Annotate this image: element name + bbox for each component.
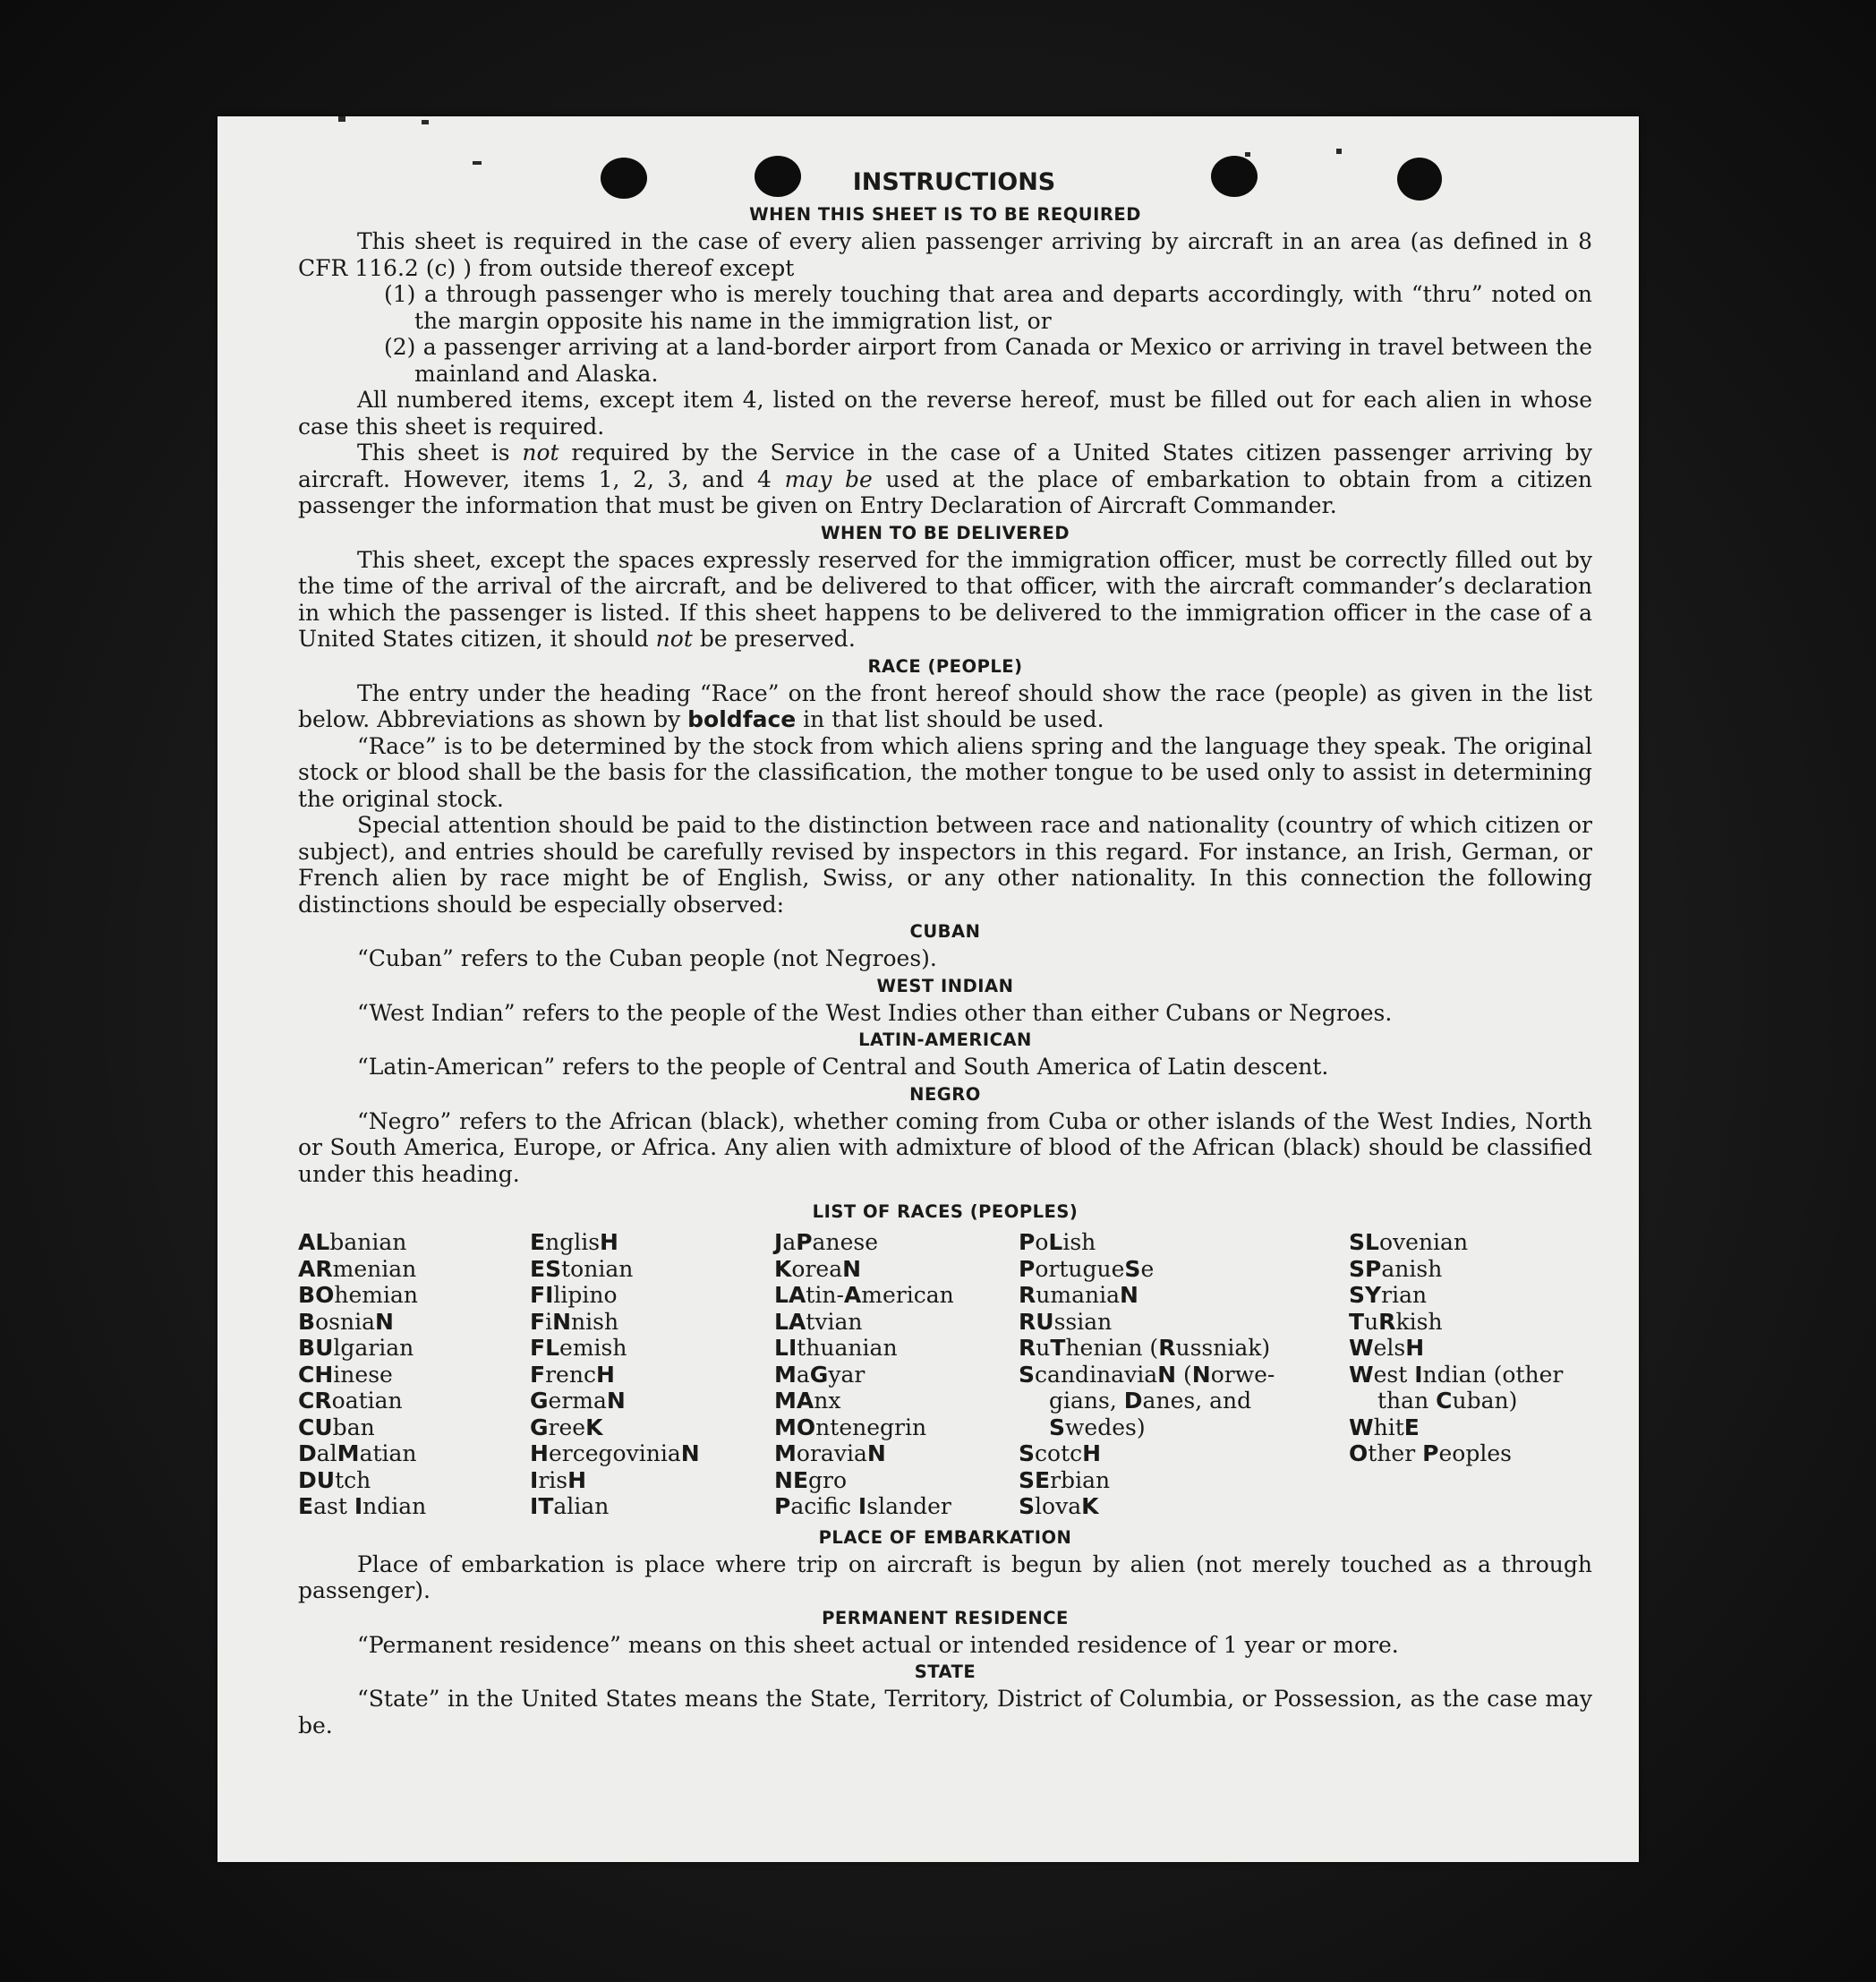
paragraph: “Race” is to be determined by the stock from which aliens spring and the language they speak. The original stock or blood shall be the basis for the classification, the mother tongue to be used only to assist in determining the original stock. bbox=[298, 732, 1592, 812]
race-entry: MAnx bbox=[774, 1388, 841, 1414]
list-item: (1) a through passenger who is merely touching that area and departs accordingly, with “thru” noted on the margin opposite his name in the immigration list, or bbox=[384, 281, 1592, 334]
paragraph: “State” in the United States means the State, Territory, District of Columbia, or Possession, as the case may be. bbox=[298, 1686, 1592, 1739]
race-entry: NEgro bbox=[774, 1466, 848, 1493]
race-entry: MoraviaN bbox=[774, 1440, 886, 1466]
paragraph: The entry under the heading “Race” on the front hereof should show the race (people) as given in the list below. Abbreviations as shown by boldface in that list should be used. bbox=[298, 679, 1592, 732]
race-entry: JaPanese bbox=[774, 1229, 878, 1255]
paper-mark bbox=[338, 116, 345, 122]
paragraph: “Negro” refers to the African (black), whether coming from Cuba or other islands of the West Indies, North or South America, Europe, or Africa. Any alien with admixture of blood of the African (black) should be classified under this heading. bbox=[298, 1107, 1592, 1187]
section-heading: WHEN THIS SHEET IS TO BE REQUIRED bbox=[749, 204, 1141, 225]
paragraph: Place of embarkation is place where trip on aircraft is begun by alien (not merely touched as a through passenger). bbox=[298, 1551, 1592, 1603]
race-entry: LAtin-American bbox=[774, 1282, 954, 1308]
instruction-sheet bbox=[217, 116, 1639, 1862]
race-entry: Swedes) bbox=[1049, 1414, 1146, 1440]
section-heading: STATE bbox=[914, 1662, 976, 1682]
page-title: INSTRUCTIONS bbox=[852, 168, 1056, 196]
race-entry: CHinese bbox=[298, 1361, 393, 1388]
race-entry: ScotcH bbox=[1019, 1440, 1102, 1466]
paragraph: “Latin-American” refers to the people of Central and South America of Latin descent. bbox=[357, 1054, 1329, 1080]
section-heading: PLACE OF EMBARKATION bbox=[818, 1526, 1072, 1548]
paragraph: This sheet, except the spaces expressly reserved for the immigration officer, must be correctly filled out by the time of the arrival of the aircraft, and be delivered to that officer, with the aircraft commander’s declaration in which the passenger is listed. If this sheet happens to be delivered to the immigration officer in the case of a United States citizen, it should not be preserved. bbox=[298, 546, 1592, 652]
race-entry: KoreaN bbox=[774, 1255, 862, 1282]
paragraph: All numbered items, except item 4, listed on the reverse hereof, must be filled out for each alien in whose case this sheet is required. bbox=[298, 387, 1592, 440]
race-entry: WelsH bbox=[1349, 1335, 1425, 1361]
race-entry: Pacifc Islander bbox=[774, 1493, 951, 1519]
race-entry: EnglisH bbox=[530, 1229, 618, 1255]
race-entry: HercegoviniaN bbox=[530, 1440, 700, 1466]
race-column bbox=[1349, 1229, 1592, 1520]
race-entry: SLovenian bbox=[1349, 1229, 1469, 1255]
race-entry: PoLish bbox=[1019, 1229, 1096, 1255]
paper-mark bbox=[1336, 149, 1342, 154]
race-entry: WhitE bbox=[1349, 1414, 1420, 1440]
race-column bbox=[774, 1229, 1019, 1520]
race-entry: than Cuban) bbox=[1377, 1388, 1518, 1414]
race-entry: IrisH bbox=[530, 1466, 587, 1493]
paragraph: “Cuban” refers to the Cuban people (not Negroes). bbox=[357, 945, 937, 971]
race-list bbox=[298, 1229, 1592, 1520]
race-entry: BUlgarian bbox=[298, 1335, 414, 1361]
race-entry: CUban bbox=[298, 1414, 375, 1440]
race-entry: gians, Danes, and bbox=[1049, 1388, 1252, 1414]
paragraph: “West Indian” refers to the people of the West Indies other than either Cubans or Negroes. bbox=[357, 999, 1393, 1026]
race-entry: PortugueSe bbox=[1019, 1255, 1155, 1282]
section-heading: LATIN-AMERICAN bbox=[858, 1029, 1032, 1050]
list-item: (2) a passenger arriving at a land-border airport from Canada or Mexico or arriving in travel between the mainland and Alaska. bbox=[384, 334, 1592, 387]
race-entry: RumaniaN bbox=[1019, 1282, 1138, 1308]
race-entry: ScandinaviaN (Norwe- bbox=[1019, 1361, 1275, 1388]
race-entry: FIlipino bbox=[530, 1282, 618, 1308]
section-heading: RACE (PEOPLE) bbox=[867, 655, 1023, 677]
race-entry: TuRkish bbox=[1349, 1308, 1443, 1335]
race-entry: Other Peoples bbox=[1349, 1440, 1512, 1466]
paragraph: Special attention should be paid to the distinction between race and nationality (country of which citizen or subject), and entries should be carefully revised by inspectors in this regard. For instance, an Irish, German, or French alien by race might be of English, Swiss, or any other nationality. In this connection the following distinctions should be especially observed: bbox=[298, 812, 1592, 918]
race-column bbox=[298, 1229, 530, 1520]
race-column bbox=[530, 1229, 774, 1520]
section-heading: WEST INDIAN bbox=[876, 975, 1014, 996]
section-heading: LIST OF RACES (PEOPLES) bbox=[812, 1201, 1079, 1222]
section-heading: PERMANENT RESIDENCE bbox=[822, 1607, 1069, 1628]
race-entry: FLemish bbox=[530, 1335, 627, 1361]
paragraph: This sheet is required in the case of every alien passenger arriving by aircraft in an area (as defined in 8 CFR 116.2 (c) ) from outside thereof except bbox=[298, 228, 1592, 281]
race-entry: ITalian bbox=[530, 1493, 610, 1519]
race-entry: ARmenian bbox=[298, 1255, 417, 1282]
race-entry: MOntenegrin bbox=[774, 1414, 927, 1440]
race-entry: GreeK bbox=[530, 1414, 603, 1440]
race-entry: RuThenian (Russniak) bbox=[1019, 1335, 1271, 1361]
section-heading: NEGRO bbox=[909, 1083, 981, 1105]
race-entry: SlovaK bbox=[1019, 1493, 1099, 1519]
race-entry: SErbian bbox=[1019, 1466, 1111, 1493]
paper-mark bbox=[422, 120, 429, 124]
section-heading: WHEN TO BE DELIVERED bbox=[820, 522, 1070, 543]
paragraph: This sheet is not required by the Service in the case of a United States citizen passenger arriving by aircraft. However, items 1, 2, 3, and 4 may be used at the place of embarkation to obtain from a citizen passenger the information that must be given on Entry Declaration of Aircraft Commander. bbox=[298, 440, 1593, 518]
instructions-body bbox=[298, 165, 1592, 1739]
race-column bbox=[1019, 1229, 1349, 1520]
race-entry: ALbanian bbox=[298, 1229, 407, 1255]
race-entry: West Indian (other bbox=[1349, 1361, 1564, 1388]
race-entry: SYrian bbox=[1349, 1282, 1428, 1308]
race-entry: GermaN bbox=[530, 1388, 626, 1414]
race-entry: DalMatian bbox=[298, 1440, 417, 1466]
paragraph: “Permanent residence” means on this sheet actual or intended residence of 1 year or more. bbox=[357, 1631, 1399, 1658]
race-entry: FiNnish bbox=[530, 1308, 619, 1335]
race-entry: CRoatian bbox=[298, 1388, 403, 1414]
race-entry: EStonian bbox=[530, 1255, 634, 1282]
paper-mark bbox=[1245, 152, 1250, 157]
race-entry: BosniaN bbox=[298, 1308, 394, 1335]
race-entry: BOhemian bbox=[298, 1282, 418, 1308]
race-entry: SPanish bbox=[1349, 1255, 1443, 1282]
race-entry: East Indian bbox=[298, 1493, 427, 1519]
race-entry: DUtch bbox=[298, 1466, 371, 1493]
race-entry: RUssian bbox=[1019, 1308, 1113, 1335]
race-entry: LAtvian bbox=[774, 1308, 863, 1335]
race-entry: FrencH bbox=[530, 1361, 615, 1388]
race-entry: MaGyar bbox=[774, 1361, 866, 1388]
race-entry: LIthuanian bbox=[774, 1335, 898, 1361]
section-heading: CUBAN bbox=[909, 921, 981, 942]
